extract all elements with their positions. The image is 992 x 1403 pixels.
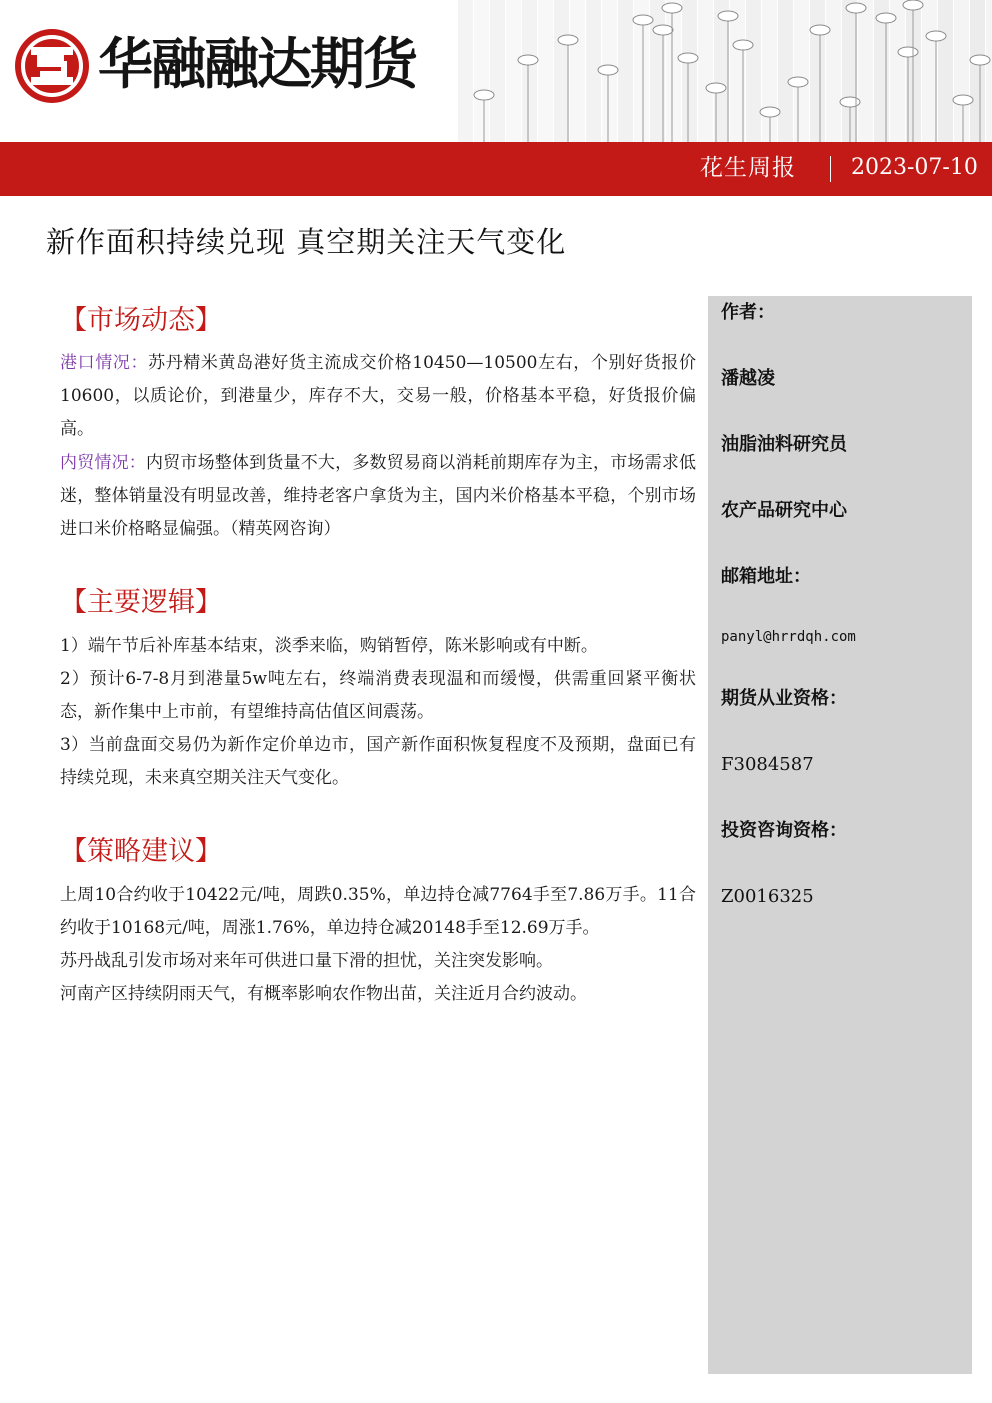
strategy-heading: 【策略建议】: [60, 836, 222, 867]
report-title: 新作面积持续兑现 真空期关注天气变化: [46, 225, 567, 259]
logic-item: 1）端午节后补库基本结束，淡季来临，购销暂停，陈米影响或有中断。: [60, 636, 598, 656]
port-label: 港口情况：: [60, 353, 149, 373]
domestic-paragraph: [60, 447, 696, 546]
email-address[interactable]: panyl@hrrdqh.com: [721, 629, 856, 645]
logic-item: 2）预计6-7-8月到港量5w吨左右，终端消费表现温和而缓慢，供需重回紧平衡状态，新作集中上市前，有望维持高估值区间震荡。: [60, 669, 696, 722]
domestic-label: 内贸情况：: [60, 453, 146, 473]
company-name: 华融融达期货: [98, 32, 417, 96]
advisory-license-number: Z0016325: [721, 886, 814, 907]
port-paragraph: [60, 347, 696, 446]
market-heading: 【市场动态】: [60, 305, 222, 336]
report-date: 2023-07-10: [851, 155, 978, 180]
strategy-paragraph: 上周10合约收于10422元/吨，周跌0.35%，单边持仓减7764手至7.86万手。11合约收于10168元/吨，周涨1.76%，单边持仓减20148手至12.69万手。: [60, 885, 696, 938]
email-label: 邮箱地址：: [721, 566, 811, 587]
futures-license-number: F3084587: [721, 754, 814, 775]
author-department: 农产品研究中心: [721, 500, 847, 521]
header-decoration: [458, 0, 992, 142]
strategy-line: 河南产区持续阴雨天气，有概率影响农作物出苗，关注近月合约波动。: [60, 984, 587, 1004]
futures-license-label: 期货从业资格：: [721, 688, 847, 709]
domestic-text: 内贸市场整体到货量不大，多数贸易商以消耗前期库存为主，市场需求低迷，整体销量没有明显改善，维持老客户拿货为主，国内米价格基本平稳，个别市场进口米价格略显偏强。（精英网咨询）: [60, 453, 697, 539]
strategy-line: 苏丹战乱引发市场对来年可供进口量下滑的担忧，关注突发影响。: [60, 951, 553, 971]
report-type: 花生周报: [700, 155, 796, 181]
logic-heading: 【主要逻辑】: [60, 587, 222, 618]
company-logo: [12, 26, 92, 106]
header-separator: [830, 156, 831, 182]
author-name: 潘越凌: [721, 368, 775, 389]
header-bar: [0, 142, 992, 196]
port-text: 苏丹精米黄岛港好货主流成交价格10450—10500左右，个别好货报价10600，以质论价，到港量少，库存不大，交易一般，价格基本平稳，好货报价偏高。: [60, 353, 696, 439]
logic-item: 3）当前盘面交易仍为新作定价单边市，国产新作面积恢复程度不及预期，盘面已有持续兑现，未来真空期关注天气变化。: [60, 735, 696, 788]
advisory-license-label: 投资咨询资格：: [721, 820, 847, 841]
author-label: 作者：: [721, 302, 775, 323]
author-position: 油脂油料研究员: [721, 434, 847, 455]
